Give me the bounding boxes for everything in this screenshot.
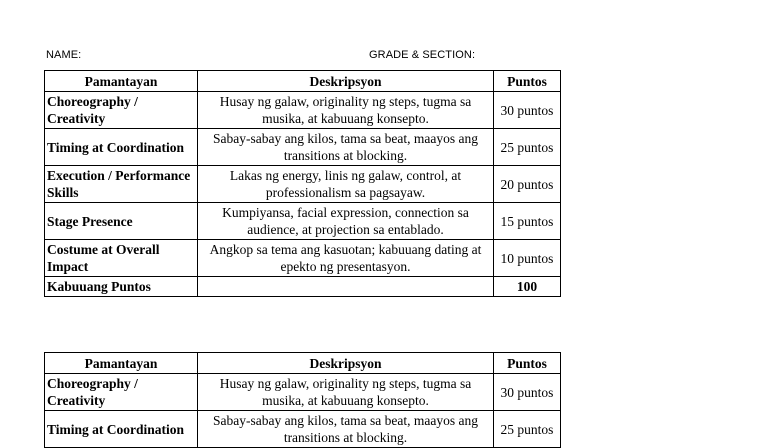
description-cell: Angkop sa tema ang kasuotan; kabuuang dating at epekto ng presentasyon. [198,240,494,277]
rubric-table-copy [44,352,561,448]
points-cell: 25 puntos [494,129,561,166]
total-row [45,277,561,297]
table-row [45,374,561,411]
column-header-points: Puntos [494,353,561,374]
points-cell: 20 puntos [494,166,561,203]
table-row [45,411,561,448]
description-cell: Sabay-sabay ang kilos, tama sa beat, maayos ang transitions at blocking. [198,129,494,166]
description-cell: Sabay-sabay ang kilos, tama sa beat, maayos ang transitions at blocking. [198,411,494,448]
total-value-cell: 100 [494,277,561,297]
criterion-cell: Costume at Overall Impact [45,240,198,277]
points-cell: 15 puntos [494,203,561,240]
column-header-description: Deskripsyon [198,353,494,374]
description-cell: Husay ng galaw, originality ng steps, tugma sa musika, at kabuuang konsepto. [198,92,494,129]
table-row [45,166,561,203]
total-empty-cell [198,277,494,297]
criterion-cell: Execution / Performance Skills [45,166,198,203]
column-header-criteria: Pamantayan [45,71,198,92]
column-header-description: Deskripsyon [198,71,494,92]
description-cell: Kumpiyansa, facial expression, connection sa audience, at projection sa entablado. [198,203,494,240]
points-cell: 30 puntos [494,92,561,129]
table-row [45,240,561,277]
column-header-points: Puntos [494,71,561,92]
table-row [45,129,561,166]
total-label-cell: Kabuuang Puntos [45,277,198,297]
criterion-cell: Timing at Coordination [45,129,198,166]
table-header-row [45,353,561,374]
criterion-cell: Stage Presence [45,203,198,240]
description-cell: Husay ng galaw, originality ng steps, tugma sa musika, at kabuuang konsepto. [198,374,494,411]
name-label: NAME: [46,49,82,61]
table-row [45,92,561,129]
column-header-criteria: Pamantayan [45,353,198,374]
grade-section-label: GRADE & SECTION: [369,49,476,61]
points-cell: 30 puntos [494,374,561,411]
table-header-row [45,71,561,92]
criterion-cell: Timing at Coordination [45,411,198,448]
description-cell: Lakas ng energy, linis ng galaw, control, at professionalism sa pagsayaw. [198,166,494,203]
points-cell: 10 puntos [494,240,561,277]
points-cell: 25 puntos [494,411,561,448]
table-row [45,203,561,240]
criterion-cell: Choreography / Creativity [45,92,198,129]
rubric-table [44,70,561,297]
criterion-cell: Choreography / Creativity [45,374,198,411]
